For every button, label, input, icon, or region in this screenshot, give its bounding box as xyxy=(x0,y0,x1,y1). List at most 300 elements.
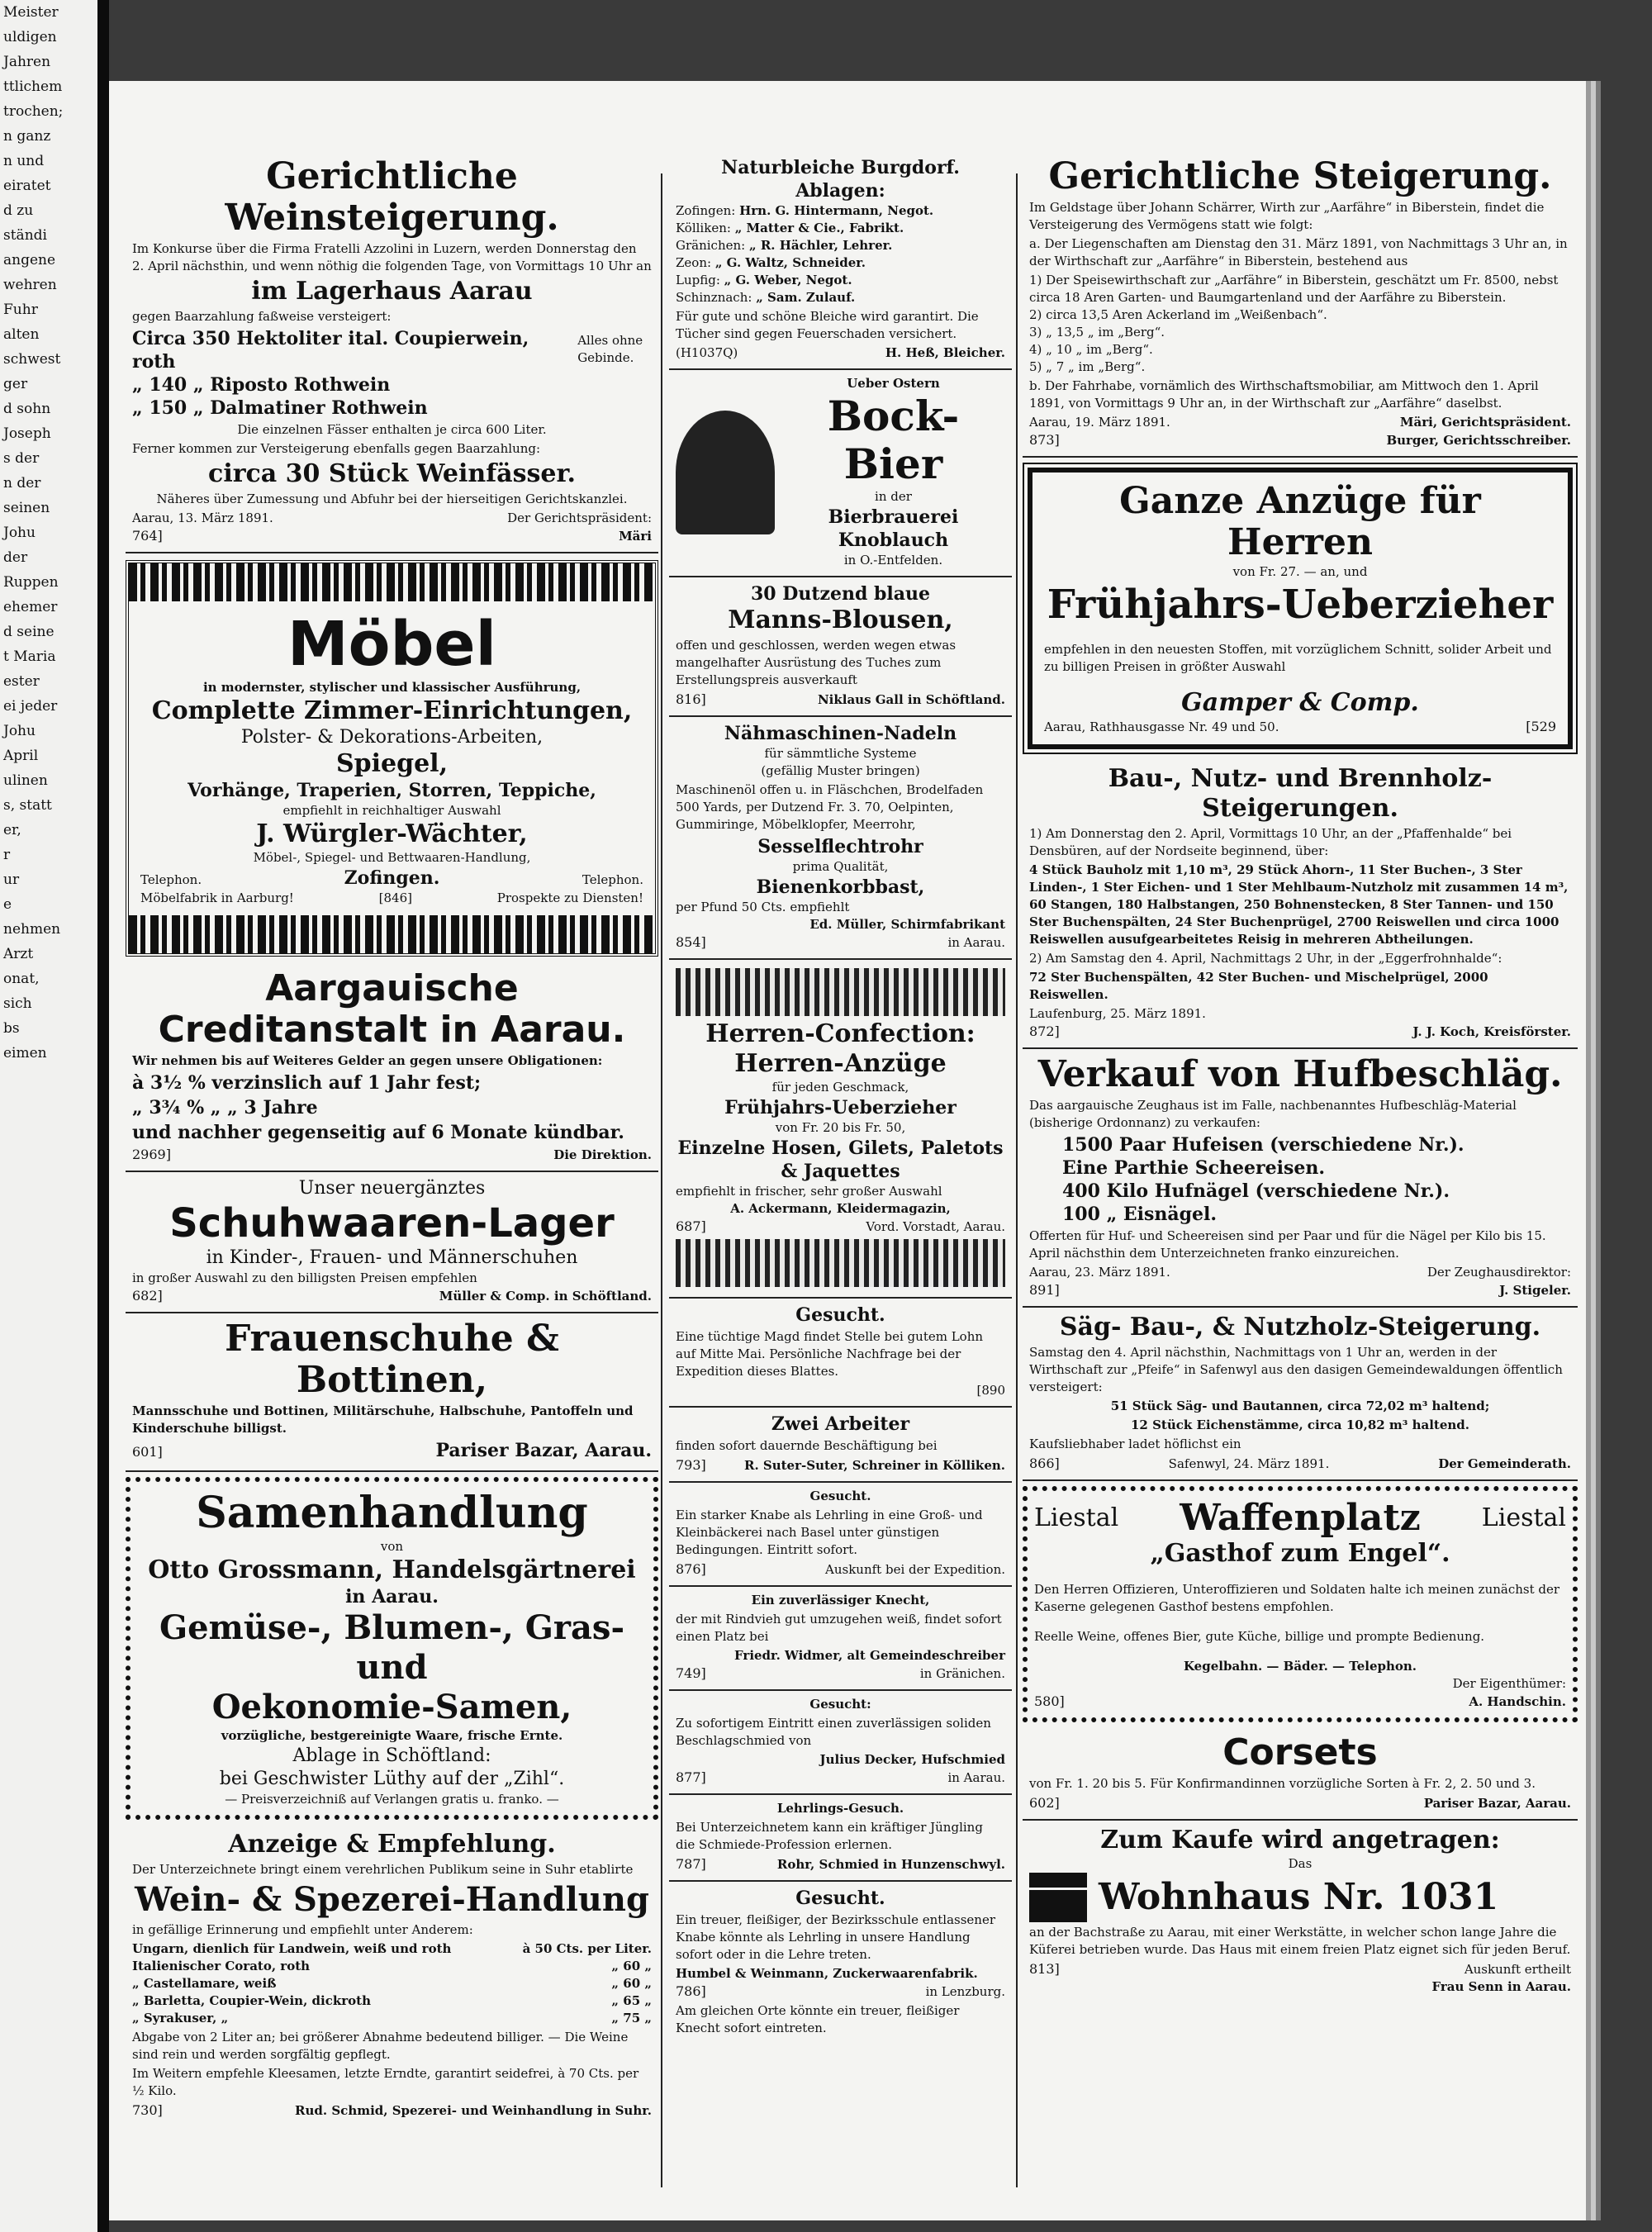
ad-gesucht-schmied xyxy=(669,1691,1012,1795)
ad-number: 602] xyxy=(1029,1795,1060,1811)
bleed-text: April xyxy=(3,748,39,764)
ad-text: Im Weitern empfehle Kleesamen, letzte Erndte, garantirt seidefrei, à 70 Cts. per ½ Kilo. xyxy=(132,2066,639,2098)
ad-number: 2969] xyxy=(132,1147,171,1162)
bleiche-row xyxy=(676,237,1005,254)
ornament-border xyxy=(676,1239,1005,1287)
ad-title: Ganze Anzüge für Herren xyxy=(1119,480,1481,563)
bleed-text: ei jeder xyxy=(3,698,58,715)
ad-title: Herren-Confection: xyxy=(705,1019,976,1048)
ad-title: Wohnhaus Nr. 1031 xyxy=(1099,1876,1499,1918)
bleiche-row xyxy=(676,254,1005,272)
ad-title: Naturbleiche Burgdorf. xyxy=(721,157,960,178)
ad-text: für jeden Geschmack, xyxy=(771,1080,909,1095)
ad-text: empfiehlt in reichhaltiger Auswahl xyxy=(282,803,501,818)
ad-highlight: circa 30 Stück Weinfässer. xyxy=(208,459,576,488)
ad-signature: J. J. Koch, Kreisförster. xyxy=(1412,1024,1571,1039)
ad-schuhwaaren xyxy=(126,1172,658,1313)
ad-text: Mannsschuhe und Bottinen, Militärschuhe, Halbschuhe, Pantoffeln und Kinderschuhe billigst. xyxy=(132,1403,634,1436)
bleed-text: n ganz xyxy=(3,128,51,145)
column-rule xyxy=(661,173,662,2187)
material-list xyxy=(1029,1133,1571,1226)
bleiche-row xyxy=(676,220,1005,237)
property-item: 1) Der Speisewirthschaft zur „Aarfähre“ in Biberstein, geschätzt um Fr. 8500, nebst circa 18 Aren Garten- und Baumgartenland und der Aarfähre zu Biberstein. xyxy=(1029,273,1559,305)
ad-text: Im Konkurse über die Firma Fratelli Azzolini in Luzern, werden Donnerstag den 2. April nächsthin, und wenn nöthig die folgenden Tage, von Vormittags 10 Uhr an xyxy=(132,241,652,273)
ad-moebel xyxy=(126,560,658,957)
ad-saegholz xyxy=(1023,1308,1578,1481)
ad-text: Liestal xyxy=(1034,1503,1119,1532)
ad-text: (gefällig Muster bringen) xyxy=(761,763,920,778)
bleed-text: ttlichem xyxy=(3,78,63,95)
wine-price: „ 65 „ xyxy=(611,1993,652,2008)
bleed-text: seinen xyxy=(3,500,50,516)
ad-text: — Preisverzeichniß auf Verlangen gratis u. franko. — xyxy=(225,1792,559,1807)
ad-title: Frauenschuhe & Bottinen, xyxy=(225,1318,559,1401)
bleed-text: Arzt xyxy=(3,946,34,962)
ad-bockbier xyxy=(669,370,1012,577)
ad-signature: R. Suter-Suter, Schreiner in Kölliken. xyxy=(743,1458,1005,1473)
ad-text: Näheres über Zumessung und Abfuhr bei der hierseitigen Gerichtskanzlei. xyxy=(156,492,628,506)
ad-number: 787] xyxy=(676,1856,706,1872)
ad-number: 876] xyxy=(676,1561,706,1577)
ad-text: Der Unterzeichnete bringt einem verehrlichen Publikum seine in Suhr etablirte xyxy=(132,1862,634,1877)
ad-number: 580] xyxy=(1034,1693,1065,1709)
bleed-text: Joseph xyxy=(3,425,51,442)
ad-date: Laufenburg, 25. März 1891. xyxy=(1029,1006,1206,1021)
ad-text: Ein treuer, fleißiger, der Bezirksschule entlassener Knabe könnte als Lehrling in unsere Handlung sofort oder in die Lehre treten. xyxy=(676,1912,996,1962)
wine-item: „ 150 „ Dalmatiner Rothwein xyxy=(132,397,428,419)
bleiche-row xyxy=(676,289,1005,306)
wine-row xyxy=(132,1975,652,1992)
property-item: 2) circa 13,5 Aren Ackerland im „Weißenbach“. xyxy=(1029,307,1327,322)
bleiche-town: Zeon: xyxy=(676,255,715,270)
ad-number: 813] xyxy=(1029,1961,1060,1977)
ad-text: Am gleichen Orte könnte ein treuer, fleißiger Knecht sofort eintreten. xyxy=(676,2003,960,2035)
ad-title: Samenhandlung xyxy=(196,1488,588,1538)
ad-place: im Lagerhaus Aarau xyxy=(251,277,533,306)
goat-illustration xyxy=(676,411,775,534)
ad-text: Möbel-, Spiegel- und Bettwaaren-Handlung, xyxy=(253,850,531,865)
bleed-text: Meister xyxy=(3,4,59,21)
bleed-text: wehren xyxy=(3,277,57,293)
column-right xyxy=(1023,151,1578,2002)
bleed-text: d zu xyxy=(3,202,34,219)
property-item: 5) „ 7 „ im „Berg“. xyxy=(1029,359,1146,374)
bleiche-agent: „ Matter & Cie., Fabrikt. xyxy=(734,221,904,235)
wine-price: „ 60 „ xyxy=(611,1976,652,1991)
ad-text: offen und geschlossen, werden wegen etwas mangelhafter Ausrüstung des Tuches zum Erstellungspreis ausverkauft xyxy=(676,638,957,687)
ad-text: 4 Stück Bauholz mit 1,10 m³, 29 Stück Ahorn-, 11 Ster Buchen-, 3 Ster Linden-, 1 Ster Eichen- und 1 Ster Mehlbaum-Nutzholz mit zusammen 14 m³, 60 Stangen, 180 Halbstangen, 250 Bohnenstecken, 8 Ster Tannen- und 150 Ster Buchenspälten, 24 Ster Buchenprügel, 2700 Reiswellen und circa 1000 Reiswellen ausufgearbeitetes Reisig in mehreren Abtheilungen. xyxy=(1029,862,1569,947)
bleiche-town: Gränichen: xyxy=(676,238,749,253)
ad-number: 730] xyxy=(132,2102,163,2118)
bleed-text: Ruppen xyxy=(3,574,59,591)
bleed-text: Jahren xyxy=(3,54,51,70)
bleed-text: Johu xyxy=(3,525,36,541)
column-middle xyxy=(669,151,1012,2045)
ad-text: Telephon. xyxy=(140,872,202,887)
house-icon xyxy=(1029,1873,1087,1922)
wine-name: „ Syrakuser, „ xyxy=(132,2011,229,2025)
ad-creditanstalt xyxy=(126,963,658,1172)
wine-row xyxy=(132,1940,652,1958)
bleed-text: t Maria xyxy=(3,648,56,665)
ad-text: Complette Zimmer-Einrichtungen, xyxy=(151,696,633,725)
bleed-text: d sohn xyxy=(3,401,51,417)
bleiche-agent: Hrn. G. Hintermann, Negot. xyxy=(739,203,934,218)
bleiche-agent: „ G. Waltz, Schneider. xyxy=(714,255,866,270)
bleed-text: eiratet xyxy=(3,178,51,194)
ad-text: in großer Auswahl zu den billigsten Preisen empfehlen xyxy=(132,1270,477,1285)
ad-title: Gesucht. xyxy=(795,1304,885,1326)
ad-town: in Gränichen. xyxy=(919,1666,1005,1681)
ad-text: a. Der Liegenschaften am Dienstag den 31. März 1891, von Nachmittags 3 Uhr an, in der Wirthschaft zur „Aarfähre“ in Biberstein, bestehend aus xyxy=(1029,236,1568,268)
ad-signature: Der Gemeinderath. xyxy=(1438,1456,1571,1471)
ad-text: Den Herren Offizieren, Unteroffizieren und Soldaten halte ich meinen zunächst der Kaserne gelegenen Gasthof bestens empfohlen. xyxy=(1034,1582,1560,1614)
bleed-text: Fuhr xyxy=(3,302,38,318)
ornament-border xyxy=(129,915,655,953)
ad-text: in gefällige Erinnerung und empfiehlt unter Anderem: xyxy=(132,1922,473,1937)
bleiche-list xyxy=(676,202,1005,306)
ad-weinhandlung xyxy=(126,1825,658,2126)
bleed-text: s der xyxy=(3,450,40,467)
wine-row xyxy=(132,2010,652,2027)
ad-text: Ablage in Schöftland: xyxy=(292,1745,491,1766)
ad-text: Samstag den 4. April nächsthin, Nachmittags von 1 Uhr an, werden in der Wirthschaft zur „Pfeife“ in Safenwyl aus den dasigen Gemeindewaldungen öffentlich versteigert: xyxy=(1029,1345,1563,1394)
bleed-text: n und xyxy=(3,153,45,169)
ad-lehrling xyxy=(669,1795,1012,1882)
ad-text: Prospekte zu Diensten! xyxy=(496,890,643,905)
ad-text: Eine tüchtige Magd findet Stelle bei gutem Lohn auf Mitte Mai. Persönliche Nachfrage bei der Expedition dieses Blattes. xyxy=(676,1329,984,1379)
ad-text: Für gute und schöne Bleiche wird garantirt. Die Tücher sind gegen Feuerschaden versichert. xyxy=(676,309,979,341)
ad-title: Möbel xyxy=(287,609,496,680)
wine-price-list xyxy=(132,1940,652,2027)
bleed-text: ester xyxy=(3,673,40,690)
bleed-text: bs xyxy=(3,1020,20,1037)
bleed-text: ständi xyxy=(3,227,47,244)
bleed-text: ulinen xyxy=(3,772,48,789)
ad-signature: Märi xyxy=(619,529,652,544)
ad-signature: Niklaus Gall in Schöftland. xyxy=(817,692,1005,707)
property-list xyxy=(1029,272,1571,376)
ad-text: Maschinenöl offen u. in Fläschchen, Brodelfaden 500 Yards, per Dutzend Fr. 3. 70, Oelpinten, Gummiringe, Möbelklopfer, Meerrohr, xyxy=(676,782,984,832)
ad-text: Auskunft ertheilt xyxy=(1464,1962,1571,1977)
ad-anzuege xyxy=(1028,468,1573,749)
bleiche-town: Kölliken: xyxy=(676,221,735,235)
bleed-text: Johu xyxy=(3,723,36,739)
ad-text: Sesselflechtrohr xyxy=(757,836,923,857)
ad-gesucht-knabe xyxy=(669,1483,1012,1587)
wine-price: „ 60 „ xyxy=(611,1959,652,1973)
ad-text: b. Der Fahrhabe, vornämlich des Wirthschaftsmobiliar, am Mittwoch den 1. April 1891, von Vormittags 9 Uhr an, in der Wirthschaft zur „Aarfähre“ daselbst. xyxy=(1029,378,1539,411)
ad-text: in der xyxy=(875,489,912,504)
ad-text: vorzügliche, bestgereinigte Waare, frische Ernte. xyxy=(221,1728,563,1743)
ad-signature: Müller & Comp. in Schöftland. xyxy=(439,1289,652,1304)
ad-text: Abgabe von 2 Liter an; bei größerer Abnahme bedeutend billiger. — Die Weine sind rein und werden sorgfältig gepflegt. xyxy=(132,2030,629,2062)
ad-number: 793] xyxy=(676,1457,706,1473)
ad-title: Säg- Bau-, & Nutzholz-Steigerung. xyxy=(1059,1313,1541,1342)
ad-signature: Die Direktion. xyxy=(553,1147,652,1162)
ad-text: Polster- & Dekorations-Arbeiten, xyxy=(240,727,544,748)
ad-subtitle: Ablagen: xyxy=(795,180,885,202)
bleed-text: ur xyxy=(3,871,20,888)
bleed-text: angene xyxy=(3,252,56,268)
ad-gesucht-lehrling xyxy=(669,1882,1012,2045)
ad-gerichtliche-steigerung xyxy=(1023,151,1578,458)
ad-title: Verkauf von Hufbeschläg. xyxy=(1037,1053,1563,1095)
ad-gesucht-magd xyxy=(669,1299,1012,1408)
ad-text: Der Eigenthümer: xyxy=(1452,1676,1566,1691)
ad-title: Waffenplatz xyxy=(1180,1497,1421,1539)
bleed-text: der xyxy=(3,549,28,566)
bleed-text: n der xyxy=(3,475,41,492)
ad-herren-confection xyxy=(669,960,1012,1299)
ad-firm: Gamper & Comp. xyxy=(1181,688,1419,717)
ad-signature: Rud. Schmid, Spezerei- und Weinhandlung in Suhr. xyxy=(295,2103,652,2118)
ad-wohnhaus xyxy=(1023,1821,1578,2002)
ad-side-note: Alles ohne Gebinde. xyxy=(577,333,643,365)
ad-title: Gesucht. xyxy=(795,1888,885,1909)
material-item: 400 Kilo Hufnägel (verschiedene Nr.). xyxy=(1062,1180,1450,1202)
ad-number: [890 xyxy=(976,1383,1005,1398)
ad-naehnadeln xyxy=(669,717,1012,960)
ad-address: Aarau, Rathhausgasse Nr. 49 und 50. xyxy=(1044,719,1279,734)
ad-title: Lehrlings-Gesuch. xyxy=(776,1801,904,1816)
ad-signature: Ed. Müller, Schirmfabrikant xyxy=(809,917,1005,932)
ad-title: Zum Kaufe wird angetragen: xyxy=(1100,1826,1500,1854)
ad-samenhandlung xyxy=(126,1477,658,1820)
bleed-text: trochen; xyxy=(3,103,64,120)
property-item: 4) „ 10 „ im „Berg“. xyxy=(1029,342,1153,357)
ad-town: in Aarau. xyxy=(345,1586,439,1608)
wine-name: Italienischer Corato, roth xyxy=(132,1959,311,1973)
ad-text: in Kinder-, Frauen- und Männerschuhen xyxy=(206,1247,578,1268)
wine-price: à 50 Cts. per Liter. xyxy=(522,1941,652,1956)
bleed-text: nehmen xyxy=(3,921,61,938)
ad-text: bei Geschwister Lüthy auf der „Zihl“. xyxy=(219,1769,565,1789)
bleed-text: sich xyxy=(3,995,32,1012)
ad-text: in O.-Entfelden. xyxy=(843,553,943,567)
bleed-text: ger xyxy=(3,376,28,392)
ad-text: Knoblauch xyxy=(838,530,949,551)
ad-text: Liestal xyxy=(1481,1503,1566,1532)
ad-holzsteigerung xyxy=(1023,759,1578,1049)
ad-text: Unser neuergänztes xyxy=(298,1178,486,1199)
ad-text: Vorhänge, Traperien, Storren, Teppiche, xyxy=(188,780,596,801)
ad-text: und nachher gegenseitig auf 6 Monate kündbar. xyxy=(132,1122,624,1143)
ad-signature: Humbel & Weinmann, Zuckerwaarenfabrik. xyxy=(676,1966,978,1981)
bleiche-agent: „ G. Weber, Negot. xyxy=(724,273,852,287)
ad-number: 854] xyxy=(676,934,706,950)
ad-title: Anzeige & Empfehlung. xyxy=(228,1830,556,1859)
ad-number: 786] xyxy=(676,1983,706,1999)
ad-text: Telephon. xyxy=(582,872,643,887)
wine-row xyxy=(132,1958,652,1975)
ad-text: 1) Am Donnerstag den 2. April, Vormittags 10 Uhr, an der „Pfaffenhalde“ bei Densbüren, auf der Nordseite beginnend, über: xyxy=(1029,826,1512,858)
bleed-text: er, xyxy=(3,822,21,838)
ad-title: Frühjahrs-Ueberzieher xyxy=(1047,582,1554,628)
ad-liestal xyxy=(1023,1486,1578,1722)
ad-title: Nähmaschinen-Nadeln xyxy=(724,723,957,744)
ad-town: in Aarau. xyxy=(947,1770,1005,1785)
bleed-text: r xyxy=(3,847,11,863)
ad-signature: Pariser Bazar, Aarau. xyxy=(435,1440,652,1461)
bleiche-row xyxy=(676,272,1005,289)
ad-text: Möbelfabrik in Aarburg! xyxy=(140,890,294,905)
ad-signature: Der Gerichtspräsident: xyxy=(507,511,652,525)
ad-text: Die einzelnen Fässer enthalten je circa 600 Liter. xyxy=(237,422,547,437)
ad-number: 872] xyxy=(1029,1023,1060,1039)
ad-text: Wir nehmen bis auf Weiteres Gelder an gegen unsere Obligationen: xyxy=(132,1053,603,1068)
ad-town: Zofingen. xyxy=(344,867,440,889)
ad-date: Aarau, 13. März 1891. xyxy=(132,511,273,525)
wine-row xyxy=(132,1992,652,2010)
ad-text: prima Qualität, xyxy=(792,859,889,874)
ad-text: Einzelne Hosen, Gilets, Paletots & Jaquettes xyxy=(677,1137,1004,1182)
bleiche-agent: „ R. Hächler, Lehrer. xyxy=(748,238,893,253)
ad-town: in Lenzburg. xyxy=(925,1984,1005,1999)
ad-title: Bock-Bier xyxy=(827,392,960,488)
ad-text: Frühjahrs-Ueberzieher xyxy=(724,1097,957,1118)
ad-knecht xyxy=(669,1587,1012,1691)
ornament-border xyxy=(129,563,655,601)
ad-text: Oekonomie-Samen, xyxy=(211,1688,572,1726)
ad-text: Zu sofortigem Eintritt einen zuverlässigen soliden Beschlagschmied von xyxy=(676,1716,991,1748)
ad-title: Bau-, Nutz- und Brennholz-Steigerungen. xyxy=(1108,764,1493,823)
wine-item: Circa 350 Hektoliter ital. Coupierwein, roth xyxy=(132,328,529,373)
ad-date: Aarau, 19. März 1891. xyxy=(1029,415,1170,430)
material-item: 1500 Paar Hufeisen (verschiedene Nr.). xyxy=(1062,1134,1464,1156)
ad-signature: Rohr, Schmied in Hunzenschwyl. xyxy=(776,1857,1005,1872)
ad-number: 866] xyxy=(1029,1456,1060,1471)
left-page-bleed xyxy=(0,0,109,2232)
ad-number: [846] xyxy=(378,890,412,905)
bleed-text: schwest xyxy=(3,351,61,368)
ad-date: Aarau, 23. März 1891. xyxy=(1029,1265,1170,1280)
property-item: 3) „ 13,5 „ im „Berg“. xyxy=(1029,325,1165,340)
ad-number: [529 xyxy=(1526,719,1556,734)
ad-title: Ein zuverlässiger Knecht, xyxy=(751,1593,930,1608)
ad-text: 72 Ster Buchenspälten, 42 Ster Buchen- und Mischelprügel, 2000 Reiswellen. xyxy=(1029,970,1488,1002)
ad-text: empfiehlt in frischer, sehr großer Auswahl xyxy=(676,1184,942,1199)
ad-text: Spiegel, xyxy=(335,749,449,778)
ad-number: 764] xyxy=(132,528,163,544)
ad-hufbeschlaeg xyxy=(1023,1049,1578,1308)
ad-signature: Julius Decker, Hufschmied xyxy=(819,1752,1005,1767)
column-rule xyxy=(1016,173,1018,2187)
ad-text: Gemüse-, Blumen-, Gras- und xyxy=(159,1608,625,1687)
ad-title: Gerichtliche Weinsteigerung. xyxy=(225,155,559,239)
ad-number: 816] xyxy=(676,691,706,707)
ad-signature: Pariser Bazar, Aarau. xyxy=(1423,1796,1571,1811)
bleed-text: uldigen xyxy=(3,29,57,45)
bleiche-town: Lupfig: xyxy=(676,273,724,287)
ad-signature: Frau Senn in Aarau. xyxy=(1431,1979,1571,1994)
ad-number: 682] xyxy=(132,1288,163,1304)
ad-text: Reelle Weine, offenes Bier, gute Küche, billige und prompte Bedienung. xyxy=(1034,1629,1485,1644)
ad-firm: J. Würgler-Wächter, xyxy=(256,819,528,848)
material-item: Eine Parthie Scheereisen. xyxy=(1062,1157,1326,1179)
ad-signature: A. Handschin. xyxy=(1469,1694,1566,1709)
ad-text: Kegelbahn. — Bäder. — Telephon. xyxy=(1183,1659,1417,1674)
ad-text: „ 3¾ % „ „ 3 Jahre xyxy=(132,1097,318,1118)
ad-text: Herren-Anzüge xyxy=(734,1049,947,1078)
ad-text: Das aargauische Zeughaus ist im Falle, nachbenanntes Hufbeschläg-Material (bisherige Ordonnanz) zu verkaufen: xyxy=(1029,1098,1517,1130)
ad-title: Gesucht: xyxy=(809,1697,871,1712)
bleed-text: e xyxy=(3,896,12,913)
ad-text: von xyxy=(380,1539,404,1554)
ad-text: 51 Stück Säg- und Bautannen, circa 72,02 m³ haltend; xyxy=(1110,1399,1490,1413)
ad-corsets xyxy=(1023,1727,1578,1821)
bleiche-row xyxy=(676,202,1005,220)
ad-text: an der Bachstraße zu Aarau, mit einer Werkstätte, in welcher schon lange Jahre die Küferei betrieben wurde. Das Haus mit einem freien Platz eignet sich für jeden Beruf. xyxy=(1029,1925,1571,1957)
ad-text: Bei Unterzeichnetem kann ein kräftiger Jüngling die Schmiede-Profession erlernen. xyxy=(676,1820,983,1852)
ad-signature: H. Heß, Bleicher. xyxy=(885,345,1005,360)
ad-signature: Burger, Gerichtsschreiber. xyxy=(1386,433,1571,448)
bleed-text: d seine xyxy=(3,624,55,640)
ad-title: Gesucht. xyxy=(809,1489,871,1503)
bleiche-town: Zofingen: xyxy=(676,203,740,218)
ad-number: 877] xyxy=(676,1769,706,1785)
ad-signature: Friedr. Widmer, alt Gemeindeschreiber xyxy=(734,1648,1005,1663)
ad-title: Gerichtliche Steigerung. xyxy=(1048,155,1552,197)
ad-text: in modernster, stylischer und klassischer Ausführung, xyxy=(202,680,582,695)
ad-weinsteigerung xyxy=(126,151,658,553)
ad-address: Vord. Vorstadt, Aarau. xyxy=(866,1219,1005,1234)
ad-title: Wein- & Spezerei-Handlung xyxy=(135,1880,649,1919)
ad-signature: A. Ackermann, Kleidermagazin, xyxy=(730,1201,951,1216)
ad-text: der mit Rindvieh gut umzugehen weiß, findet sofort einen Platz bei xyxy=(676,1612,1002,1644)
bleed-text: s, statt xyxy=(3,797,52,814)
ad-text: Das xyxy=(1288,1856,1313,1871)
ornament-border xyxy=(676,968,1005,1016)
wine-price: „ 75 „ xyxy=(611,2011,652,2025)
ad-title: „Gasthof zum Engel“. xyxy=(1150,1539,1450,1568)
ad-text: Im Geldstage über Johann Schärrer, Wirth zur „Aarfähre“ in Biberstein, findet die Versteigerung des Vermögens statt wie folgt: xyxy=(1029,200,1545,232)
ad-naturbleiche xyxy=(669,151,1012,370)
ad-frauenschuhe xyxy=(126,1313,658,1472)
ad-number: 749] xyxy=(676,1665,706,1681)
column-left xyxy=(126,151,658,2126)
material-item: 100 „ Eisnägel. xyxy=(1062,1204,1218,1225)
wine-item: „ 140 „ Riposto Rothwein xyxy=(132,374,391,396)
ad-number: 873] xyxy=(1029,432,1060,448)
ad-text: empfehlen in den neuesten Stoffen, mit vorzüglichem Schnitt, solider Arbeit und zu billigen Preisen in größter Auswahl xyxy=(1044,642,1552,674)
ad-text: Offerten für Huf- und Scheereisen sind per Paar und für die Nägel per Kilo bis 15. April nächsthin dem Unterzeichneten franko einzureichen. xyxy=(1029,1228,1546,1261)
ad-title: Manns-Blousen, xyxy=(728,605,953,634)
ad-text: Bienenkorbbast, xyxy=(756,876,925,898)
ad-text: 30 Dutzend blaue xyxy=(750,583,931,605)
wine-name: „ Castellamare, weiß xyxy=(132,1976,277,1991)
ad-text: finden sofort dauernde Beschäftigung bei xyxy=(676,1438,938,1453)
ad-number: 687] xyxy=(676,1218,706,1234)
wine-name: „ Barletta, Coupier-Wein, dickroth xyxy=(132,1993,371,2008)
ad-number: 601] xyxy=(132,1444,163,1460)
ad-text: 12 Stück Eichenstämme, circa 10,82 m³ haltend. xyxy=(1130,1418,1470,1432)
ad-text: Ein starker Knabe als Lehrling in eine Groß- und Kleinbäckerei nach Basel unter günstigen Bedingungen. Eintritt sofort. xyxy=(676,1508,983,1557)
ad-title: Zwei Arbeiter xyxy=(771,1413,910,1435)
ad-text: für sämmtliche Systeme xyxy=(764,746,917,761)
ad-signature: J. Stigeler. xyxy=(1499,1283,1571,1298)
ad-text: gegen Baarzahlung faßweise versteigert: xyxy=(132,309,392,324)
ad-text: von Fr. 27. — an, und xyxy=(1232,564,1368,579)
newspaper-page xyxy=(109,81,1586,2220)
bleed-text: onat, xyxy=(3,971,40,987)
ad-arbeiter xyxy=(669,1408,1012,1483)
wine-name: Ungarn, dienlich für Landwein, weiß und roth xyxy=(132,1941,452,1956)
ad-number: (H1037Q) xyxy=(676,345,738,360)
ad-firm: Otto Grossmann, Handelsgärtnerei xyxy=(148,1555,636,1584)
ad-title: Schuhwaaren-Lager xyxy=(169,1200,615,1247)
ad-signature: Der Zeughausdirektor: xyxy=(1427,1265,1571,1280)
